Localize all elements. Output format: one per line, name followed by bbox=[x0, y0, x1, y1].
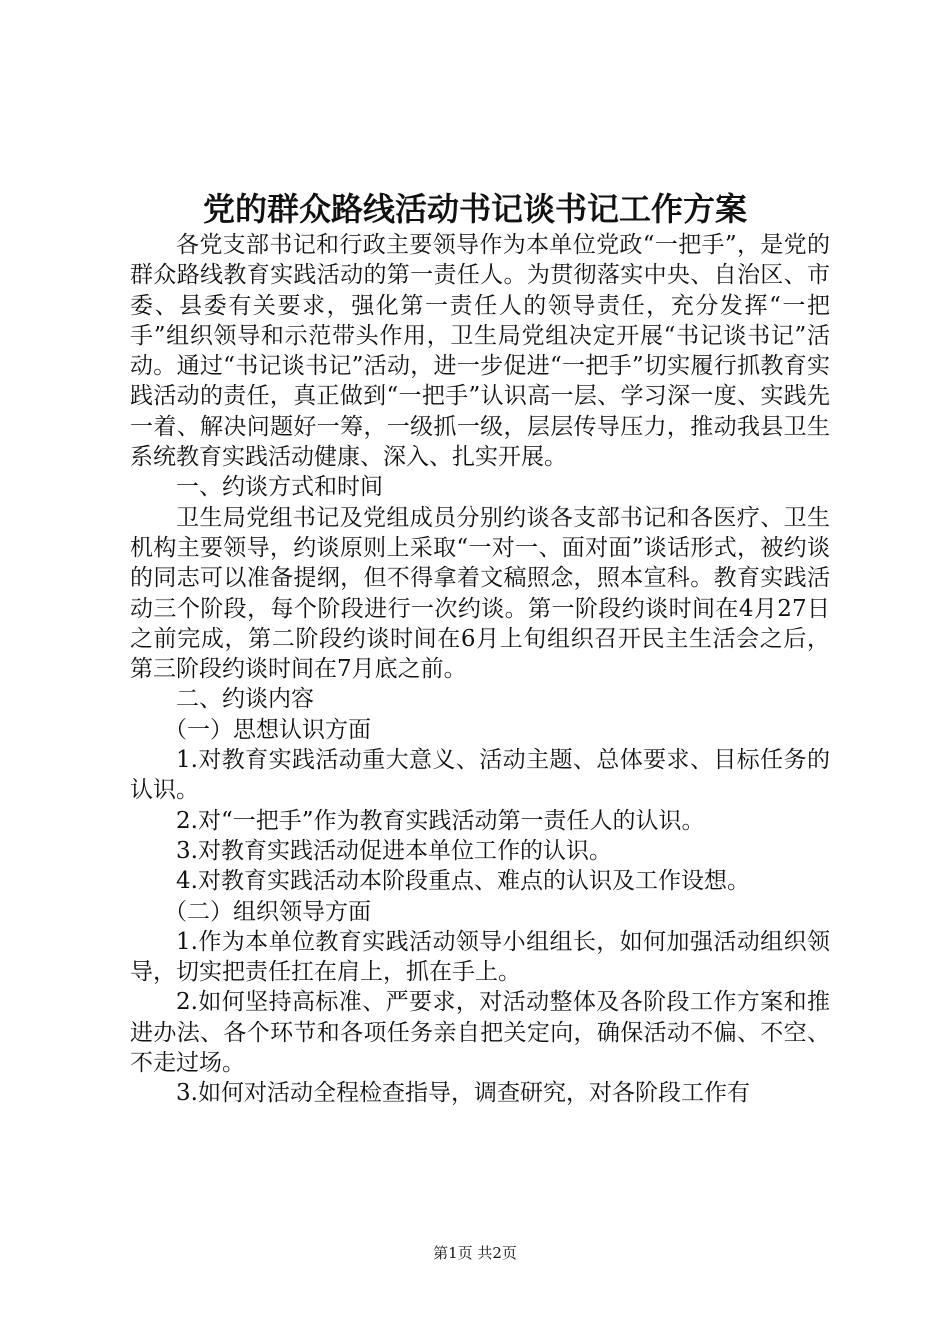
list-item: 3.对教育实践活动促进本单位工作的认识。 bbox=[176, 837, 612, 864]
section-heading-2: 二、约谈内容 bbox=[176, 686, 314, 713]
subsection-heading-1: （一）思想认识方面 bbox=[164, 716, 371, 743]
list-item: 1.作为本单位教育实践活动领导小组组长，如何加强活动组织领导，切实把责任扛在肩上，抓在手上。 bbox=[130, 928, 830, 986]
page-footer: 第1页 共2页 bbox=[433, 1244, 517, 1262]
subsection-heading-2: （二）组织领导方面 bbox=[164, 898, 371, 925]
list-item: 1.对教育实践活动重大意义、活动主题、总体要求、目标任务的认识。 bbox=[130, 747, 830, 804]
list-item: 2.如何坚持高标准、严要求，对活动整体及各阶段工作方案和推进办法、各个环节和各项任务亲自把关定向，确保活动不偏、不空、不走过场。 bbox=[130, 989, 830, 1077]
section-heading-1: 一、约谈方式和时间 bbox=[176, 474, 383, 501]
list-item: 2.对“一把手”作为教育实践活动第一责任人的认识。 bbox=[176, 807, 705, 834]
document-title: 党的群众路线活动书记谈书记工作方案 bbox=[202, 190, 747, 228]
document-body bbox=[130, 230, 830, 1109]
paragraph-intro: 各党支部书记和行政主要领导作为本单位党政“一把手”，是党的群众路线教育实践活动的第一责任人。为贯彻落实中央、自治区、市委、县委有关要求，强化第一责任人的领导责任，充分发挥“一把手”组织领导和示范带头作用，卫生局党组决定开展“书记谈书记”活动。通过“书记谈书记”活动，进一步促进“一把手”切实履行抓教育实践活动的责任，真正做到“一把手”认识高一层、学习深一度、实践先一着、解决问题好一筹，一级抓一级，层层传导压力，推动我县卫生系统教育实践活动健康、深入、扎实开展。 bbox=[130, 232, 830, 471]
paragraph-method: 卫生局党组书记及党组成员分别约谈各支部书记和各医疗、卫生机构主要领导，约谈原则上采取“一对一、面对面”谈话形式，被约谈的同志可以准备提纲，但不得拿着文稿照念，照本宣科。教育实践活动三个阶段，每个阶段进行一次约谈。第一阶段约谈时间在4月27日之前完成，第二阶段约谈时间在6月上旬组织召开民主生活会之后，第三阶段约谈时间在7月底之前。 bbox=[130, 504, 830, 683]
list-item: 3.如何对活动全程检查指导，调查研究，对各阶段工作有 bbox=[176, 1080, 750, 1107]
list-item: 4.对教育实践活动本阶段重点、难点的认识及工作设想。 bbox=[176, 868, 750, 895]
